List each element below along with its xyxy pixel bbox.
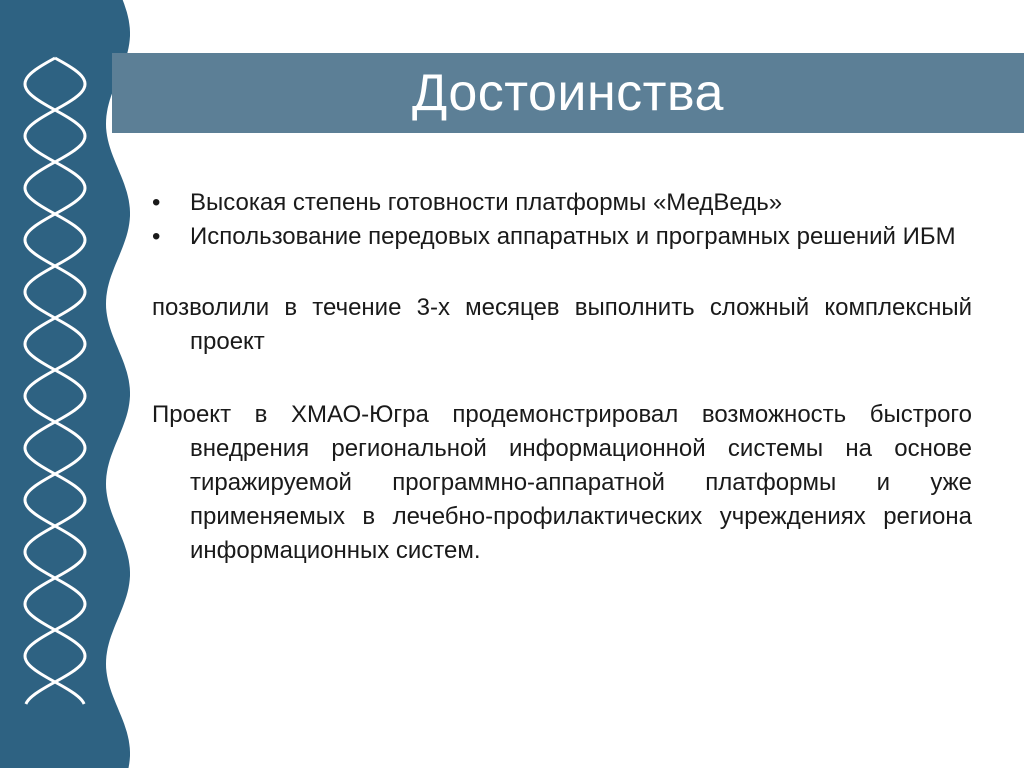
bullet-text: Использование передовых аппаратных и програмных решений ИБМ	[190, 223, 956, 250]
paragraph-project: Проект в ХМАО-Югра продемонстрировал возможность быстрого внедрения региональной информационной системы на основе тиражируемой программно-аппаратной платформы и уже применяемых в лечебно-профилактических учреждениях региона информационных систем.	[152, 401, 972, 564]
bullet-icon: •	[152, 223, 161, 250]
bullet-text: Высокая степень готовности платформы «МедВедь»	[190, 189, 783, 216]
bullet-item	[152, 186, 972, 220]
bullet-icon: •	[152, 189, 161, 216]
title-bar	[112, 53, 1024, 133]
bullet-list	[152, 186, 972, 254]
bullet-item	[152, 220, 972, 254]
slide-content	[152, 186, 972, 568]
paragraph-result: позволили в течение 3-х месяцев выполнить сложный комплексный проект	[152, 294, 972, 355]
page-title: Достоинства	[412, 64, 724, 122]
